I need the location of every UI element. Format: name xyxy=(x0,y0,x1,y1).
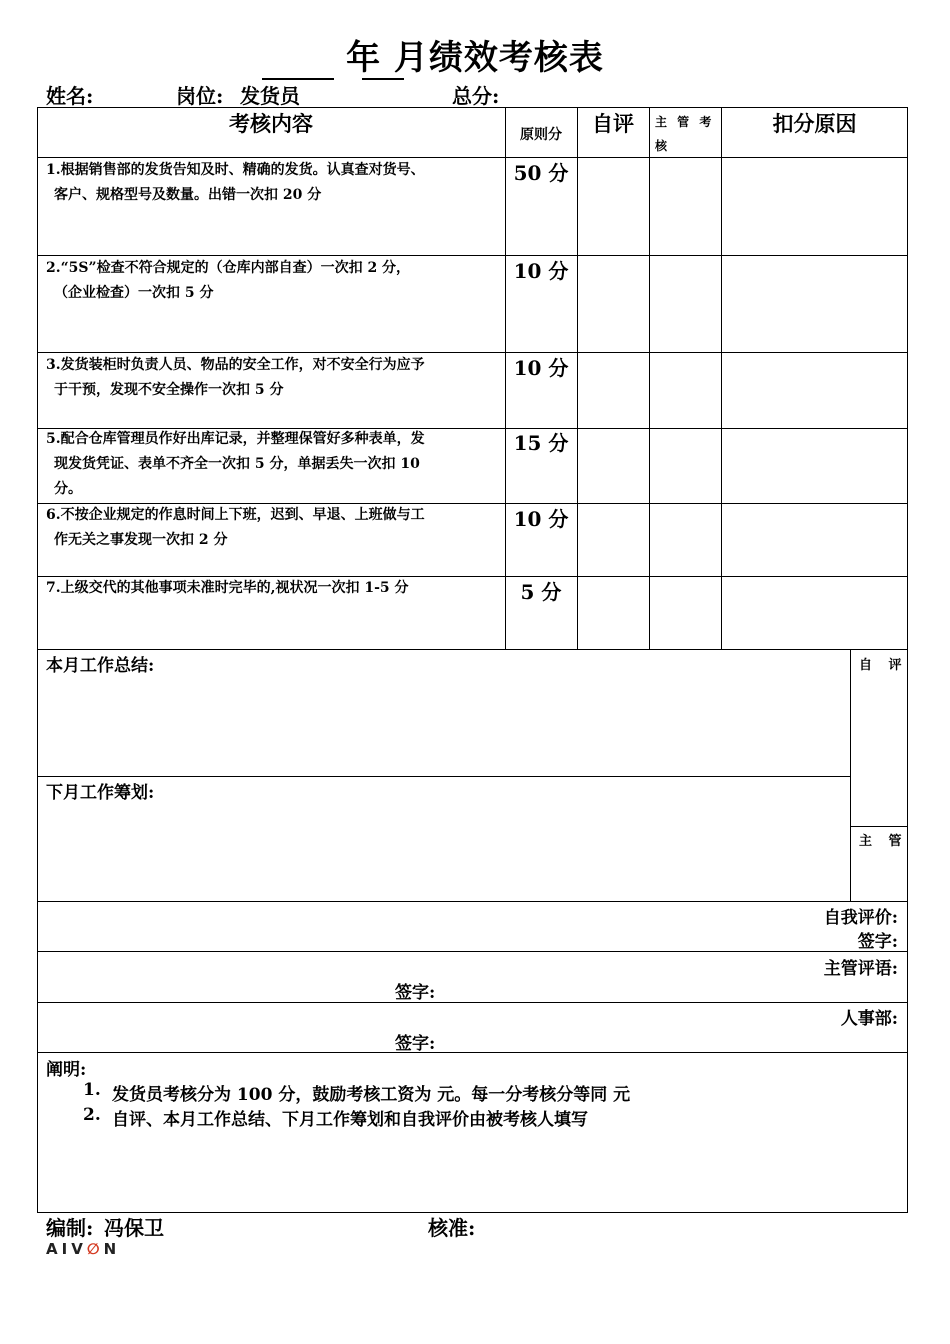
approved-by-label: 核准: xyxy=(428,1216,476,1240)
col-header-supervisor: 主 管 考 核 xyxy=(655,115,715,153)
summary-col-divider xyxy=(850,649,851,901)
hr-sign-label: 签字: xyxy=(395,1034,436,1054)
col-header-base-score: 原则分 xyxy=(520,127,562,143)
assessment-item-5: 6.不按企业规定的作息时间上下班，迟到、早退、上班做与工 作无关之事发现一次扣 2 分 xyxy=(46,507,425,548)
name-label: 姓名: xyxy=(46,84,94,108)
company-logo: AIV∅N xyxy=(46,1240,121,1258)
prepared-by-name: 冯保卫 xyxy=(104,1216,164,1240)
summary-row-divider xyxy=(37,776,850,777)
note-2-number: 2. xyxy=(83,1105,101,1125)
position-value: 发货员 xyxy=(240,84,300,108)
item-score-5: 10 分 xyxy=(513,507,569,531)
assessment-item-3: 3.发货装柜时负责人员、物品的安全工作，对不安全行为应予 于干预，发现不安全操作一次扣 5 分 xyxy=(46,357,425,398)
supervisor-sign-label: 签字: xyxy=(395,983,436,1003)
note-2-text: 自评、本月工作总结、下月工作筹划和自我评价由被考核人填写 xyxy=(112,1110,588,1130)
assessment-item-6: 7.上级交代的其他事项未准时完毕的,视状况一次扣 1-5 分 xyxy=(46,580,409,596)
self-evaluation-sign-label: 签字: xyxy=(857,932,898,952)
row-divider xyxy=(37,901,908,902)
row-divider xyxy=(37,1002,908,1003)
assessment-item-1: 1.根据销售部的发货告知及时、精确的发货。认真查对货号、 客户、规格型号及数量。出错一次扣 20 分 xyxy=(46,162,425,203)
summary-right-divider xyxy=(850,826,908,827)
item-score-4: 15 分 xyxy=(513,431,569,455)
supervisor-comment-label: 主管评语: xyxy=(823,959,898,979)
item-score-1: 50 分 xyxy=(513,161,569,185)
row-divider xyxy=(37,1052,908,1053)
next-month-plan-label: 下月工作筹划: xyxy=(46,783,155,803)
note-1-number: 1. xyxy=(83,1080,101,1100)
this-month-summary-label: 本月工作总结: xyxy=(46,656,155,676)
assessment-item-2: 2.“5S”检查不符合规定的（仓库内部自查）一次扣 2 分， （企业检查）一次扣 5 分 xyxy=(46,260,411,301)
col-header-self-eval: 自评 xyxy=(592,111,634,136)
assessment-item-4: 5.配合仓库管理员作好出库记录，并整理保管好多种表单，发 现发货凭证、表单不齐全一次扣 5 分，单据丢失一次扣 10 分。 xyxy=(46,431,425,497)
prepared-by-label: 编制: xyxy=(46,1216,94,1240)
item-score-2: 10 分 xyxy=(513,259,569,283)
col-header-deduction-reason: 扣分原因 xyxy=(772,111,857,136)
total-score-label: 总分: xyxy=(452,84,500,108)
hr-label: 人事部: xyxy=(840,1009,898,1029)
col-divider xyxy=(721,107,722,649)
self-evaluation-label: 自我评价: xyxy=(823,908,898,928)
summary-supervisor-label: 主 管 xyxy=(859,834,908,849)
item-score-3: 10 分 xyxy=(513,356,569,380)
position-label: 岗位: xyxy=(176,84,224,108)
summary-self-eval-label: 自 评 xyxy=(859,658,908,673)
col-header-content: 考核内容 xyxy=(229,111,313,136)
col-divider xyxy=(577,107,578,649)
row-divider xyxy=(37,649,908,650)
page-title: 年 月绩效考核表 xyxy=(346,38,604,78)
col-divider xyxy=(649,107,650,649)
row-divider xyxy=(37,951,908,952)
item-score-6: 5 分 xyxy=(520,580,562,604)
month-underline xyxy=(362,78,404,80)
notes-heading: 阐明: xyxy=(46,1060,87,1080)
note-1-text: 发货员考核分为 100 分，鼓励考核工资为 元。每一分考核分等同 元 xyxy=(112,1085,631,1105)
